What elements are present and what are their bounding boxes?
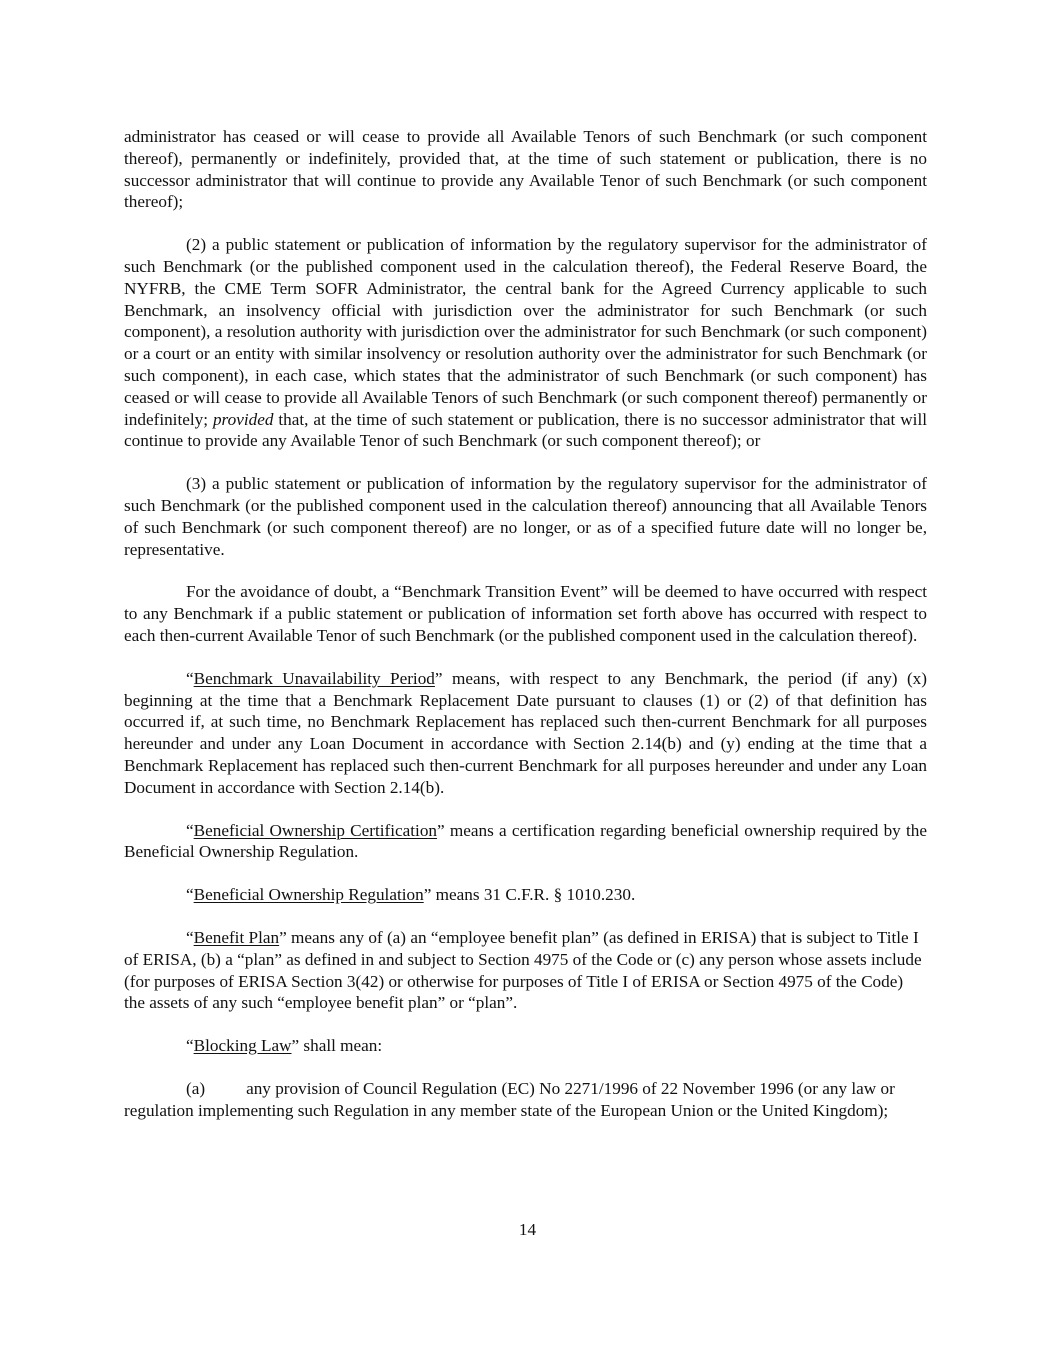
clause-2-text-end: that, at the time of such statement or publication, there is no successor administrator that will continue to provide any Available Tenor of such Benchmark (or such component thereof); or [124,409,928,451]
defined-term: Blocking Law [193,1036,292,1056]
open-quote: “ [186,668,194,688]
page-number: 14 [518,1220,537,1239]
paragraph-clause-2 [124,234,927,452]
paragraph-avoidance-of-doubt: For the avoidance of doubt, a “Benchmark Transition Event” will be deemed to have occurred with respect to any Benchmark if a public statement or publication of information set forth above has occurred with respect to each then-current Available Tenor of such Benchmark (or the published component used in the calculation thereof). [124,582,927,645]
list-item-label: (a) [186,1078,206,1098]
definition-beneficial-ownership-regulation [124,884,927,906]
definition-text: ” means 31 C.F.R. § 1010.230. [423,885,636,905]
definition-beneficial-ownership-certification [124,820,927,864]
paragraph-administrator-ceased: administrator has ceased or will cease to provide all Available Tenors of such Benchmark (or such component thereof), permanently or indefinitely, provided that, at the time of such statement or publication, there is no successor administrator that will continue to provide any Available Tenor of such Benchmark (or such component thereof); [124,127,927,212]
defined-term: Beneficial Ownership Certification [193,820,438,840]
paragraph-clause-3: (3) a public statement or publication of information by the regulatory supervisor for the administrator of such Benchmark (or the published component used in the calculation thereof) announcing that all Available Tenors of such Benchmark (or such component thereof) are no longer, or as of a specified future date will no longer be, representative. [124,474,927,559]
provided-italic: provided [212,409,274,429]
definition-text: ” shall mean: [291,1036,383,1056]
open-quote: “ [186,1036,194,1056]
defined-term: Benchmark Unavailability Period [193,668,435,688]
definition-text: ” means a certification regarding beneficial ownership required by the Beneficial Ownership Regulation. [124,820,928,862]
definition-text: ” means, with respect to any Benchmark, the period (if any) (x) beginning at the time that a Benchmark Replacement Date pursuant to clauses (1) or (2) of that definition has occurred if, at such time, no Benchmark Replacement has replaced such then-current Benchmark for all purposes hereunder and under any Loan Document in accordance with Section 2.14(b) and (y) ending at the time that a Benchmark Replacement has replaced such then-current Benchmark for all purposes hereunder and under any Loan Document in accordance with Section 2.14(b). [124,668,927,797]
clause-2-text: (2) a public statement or publication of information by the regulatory supervisor for the administrator of such Benchmark (or the published component used in the calculation thereof), the Federal Reserve Board, the NYFRB, the CME Term SOFR Administrator, the central bank for the Agreed Currency applicable to such Benchmark, an insolvency official with jurisdiction over the administrator for such Benchmark (or such component), a resolution authority with jurisdiction over the administrator for such Benchmark (or such component) or a court or an entity with similar insolvency or resolution authority over the administrator for such Benchmark (or such component), in each case, which states that the administrator of such Benchmark (or such component) has ceased or will cease to provide all Available Tenors of such Benchmark (or such component thereof) permanently or indefinitely; [124,235,927,429]
definition-blocking-law [124,1035,927,1057]
list-item-a [124,1078,927,1122]
page-body [124,126,927,1142]
defined-term: Beneficial Ownership Regulation [193,885,424,905]
open-quote: “ [186,820,194,840]
definition-text: ” means any of (a) an “employee benefit plan” (as defined in ERISA) that is subject to Title I of ERISA, (b) a “plan” as defined in and subject to Section 4975 of the Code or (c) any person whose assets include (for purposes of ERISA Section 3(42) or otherwise for purposes of Title I of ERISA or Section 4975 of the Code) the assets of any such “employee benefit plan” or “plan”. [124,927,922,1013]
definition-benefit-plan [124,927,927,1014]
open-quote: “ [186,927,194,947]
defined-term: Benefit Plan [193,927,280,947]
list-item-text: any provision of Council Regulation (EC) No 2271/1996 of 22 November 1996 (or any law or regulation implementing such Regulation in any member state of the European Union or the United Kingdom); [124,1078,895,1120]
definition-benchmark-unavailability-period [124,668,927,799]
open-quote: “ [186,885,194,905]
